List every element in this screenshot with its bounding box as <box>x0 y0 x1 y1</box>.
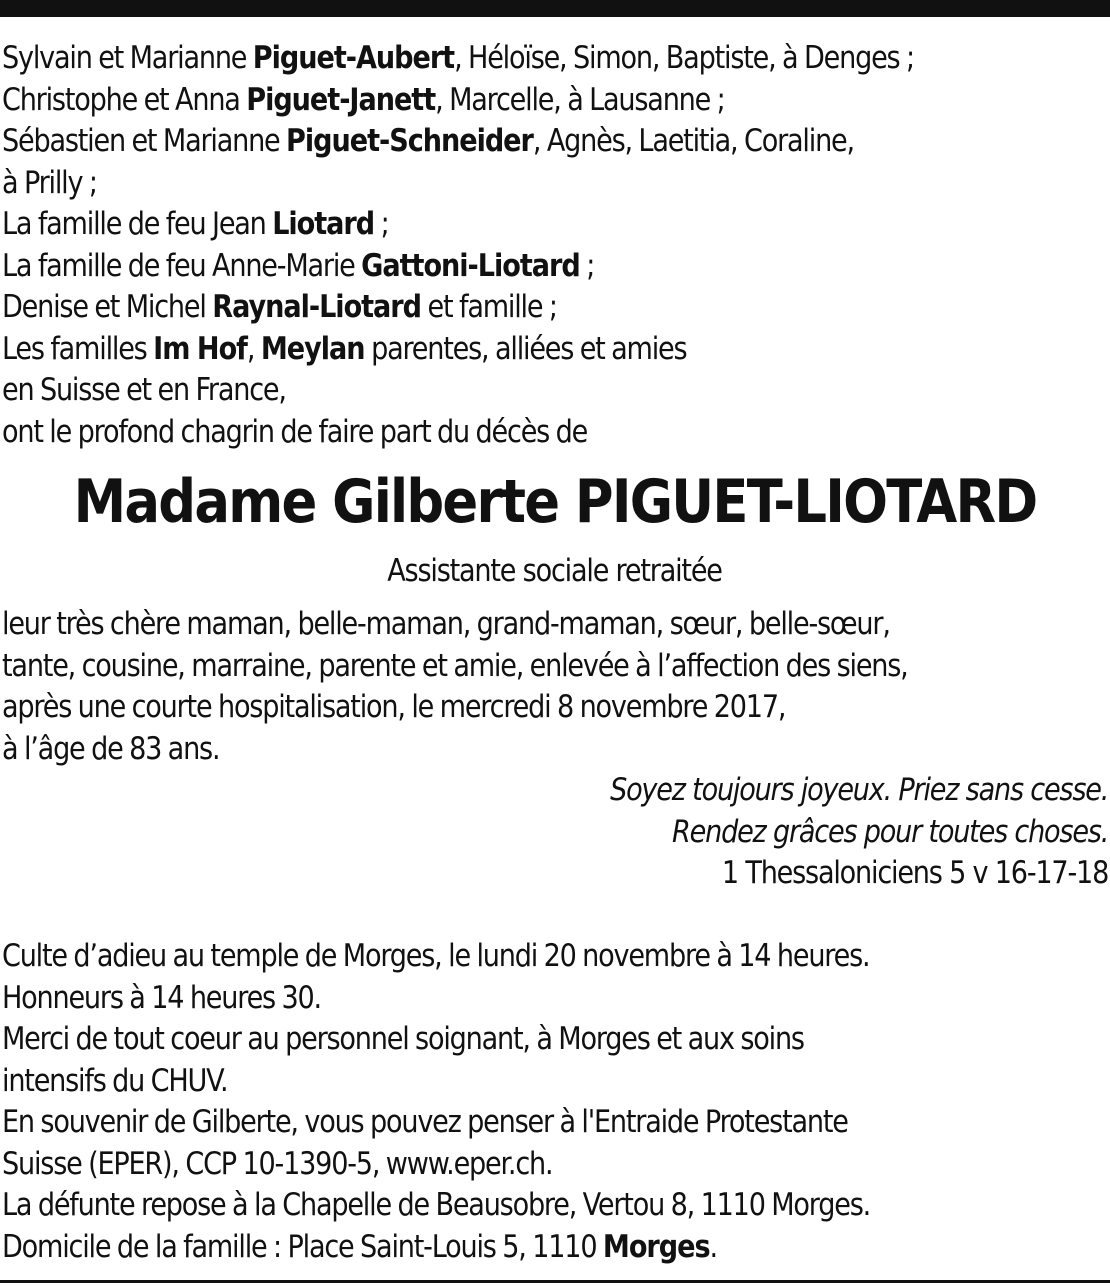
line-text: , Agnès, Laetitia, Coraline, <box>532 123 854 159</box>
announcement-text <box>2 604 1108 770</box>
info-line <box>2 978 1110 1020</box>
line-text: ; <box>579 247 595 284</box>
families-line <box>2 246 1110 288</box>
ceremony-info <box>2 936 1108 1268</box>
line-text: . <box>709 1228 717 1265</box>
verse-reference: 1 Thessaloniciens 5 v 16-17-18 <box>721 855 1108 891</box>
line-text: Culte d’adieu au temple de Morges, le lundi 20 novembre à 14 heures. <box>2 938 870 974</box>
info-line <box>2 1144 1110 1186</box>
line-text: Merci de tout coeur au personnel soignant, à Morges et aux soins <box>2 1021 804 1057</box>
family-name: Liotard <box>272 206 375 242</box>
families-line <box>2 204 1110 246</box>
families-line <box>2 38 1110 80</box>
line-text: , Marcelle, à Lausanne ; <box>435 81 725 118</box>
line-text: La famille de feu Anne-Marie <box>2 247 362 284</box>
line-text: , <box>246 330 261 367</box>
family-name: Im Hof <box>153 330 247 367</box>
line-text: La famille de feu Jean <box>2 206 273 242</box>
family-name: Gattoni-Liotard <box>361 247 580 284</box>
line-text: , Héloïse, Simon, Baptiste, à Denges ; <box>454 40 914 76</box>
line-text: intensifs du CHUV. <box>2 1062 228 1099</box>
top-rule <box>0 0 1110 17</box>
info-line <box>2 1061 1110 1103</box>
line-text: Christophe et Anna <box>2 81 247 118</box>
info-line <box>2 1102 1110 1144</box>
families-line <box>2 163 1110 205</box>
line-text: à Prilly ; <box>2 164 97 201</box>
deceased-name: Madame Gilberte PIGUET-LIOTARD <box>73 467 1037 537</box>
verse-line-2: Rendez grâces pour toutes choses. <box>671 813 1108 850</box>
announcement-line: leur très chère maman, belle-maman, grand-maman, sœur, belle-sœur, <box>2 606 890 642</box>
occupation: Assistante sociale retraitée <box>387 553 723 589</box>
families-line <box>2 80 1110 122</box>
line-text: Honneurs à 14 heures 30. <box>2 979 321 1016</box>
bible-verse <box>529 770 1108 895</box>
line-text: La défunte repose à la Chapelle de Beausobre, Vertou 8, 1110 Morges. <box>2 1187 871 1223</box>
info-line <box>2 1019 1110 1061</box>
families-line <box>2 287 1110 329</box>
line-text: en Suisse et en France, <box>2 372 286 408</box>
family-name: Meylan <box>260 330 365 367</box>
family-name: Morges <box>602 1228 710 1265</box>
info-line <box>2 1227 1110 1269</box>
bottom-rule <box>0 1280 1110 1283</box>
families-line <box>2 329 1110 371</box>
line-text: En souvenir de Gilberte, vous pouvez penser à l'Entraide Protestante <box>2 1104 848 1140</box>
family-name: Raynal-Liotard <box>212 289 422 325</box>
line-text: ont le profond chagrin de faire part du décès de <box>2 413 588 450</box>
announcement-line: à l’âge de 83 ans. <box>2 730 220 767</box>
line-text: Denise et Michel <box>2 289 213 325</box>
families-line <box>2 121 1110 163</box>
line-text: Domicile de la famille : Place Saint-Louis 5, 1110 <box>2 1228 603 1265</box>
info-line <box>2 1185 1110 1227</box>
info-line <box>2 936 1110 978</box>
line-text: parentes, alliées et amies <box>364 330 687 367</box>
family-name: Piguet-Janett <box>246 81 436 118</box>
announcement-line: après une courte hospitalisation, le mercredi 8 novembre 2017, <box>2 689 786 725</box>
families-line <box>2 412 1110 454</box>
line-text: Les familles <box>2 330 154 367</box>
families-line <box>2 370 1110 412</box>
verse-line-1: Soyez toujours joyeux. Priez sans cesse. <box>609 772 1108 808</box>
line-text: et famille ; <box>421 289 557 325</box>
family-name: Piguet-Schneider <box>286 123 533 159</box>
family-name: Piguet-Aubert <box>252 40 455 76</box>
line-text: Sébastien et Marianne <box>2 123 287 159</box>
families-list <box>2 38 1108 453</box>
announcement-line: tante, cousine, marraine, parente et amie, enlevée à l’affection des siens, <box>2 647 908 684</box>
line-text: Sylvain et Marianne <box>2 40 253 76</box>
line-text: Suisse (EPER), CCP 10-1390-5, www.eper.ch. <box>2 1145 553 1182</box>
line-text: ; <box>374 206 389 242</box>
